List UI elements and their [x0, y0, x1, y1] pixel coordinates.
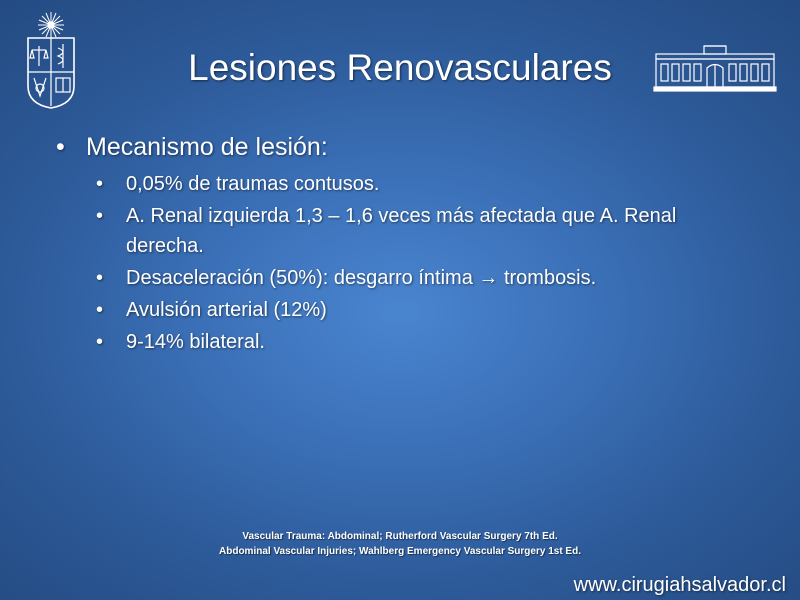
website-url: www.cirugiahsalvador.cl: [573, 574, 786, 596]
sub-bullet: [96, 169, 736, 199]
bullet-point: •: [56, 133, 65, 161]
sub-bullet: [96, 201, 736, 261]
bullet-point: •: [96, 205, 104, 227]
slide-title: Lesiones Renovasculares: [188, 47, 612, 88]
sub-bullet-text: Avulsión arterial (12%): [126, 299, 327, 321]
sub-bullet: [96, 263, 736, 293]
bullet-point: •: [96, 267, 104, 289]
sub-bullet-text: Desaceleración (50%): desgarro íntima → trombosis.: [126, 267, 597, 289]
main-bullet: [56, 130, 756, 164]
university-crest-logo: [22, 8, 80, 110]
sub-bullet-text: 9-14% bilateral.: [126, 331, 265, 353]
sub-bullet: [96, 327, 736, 357]
bullet-point: •: [96, 173, 104, 195]
sub-bullet: [96, 295, 736, 325]
reference-line: Vascular Trauma: Abdominal; Rutherford Vascular Surgery 7th Ed.: [242, 531, 558, 542]
reference-line: Abdominal Vascular Injuries; Wahlberg Emergency Vascular Surgery 1st Ed.: [219, 546, 581, 557]
bullet-point: •: [96, 331, 104, 353]
main-bullet-text: Mecanismo de lesión:: [86, 133, 328, 161]
sub-bullet-text: 0,05% de traumas contusos.: [126, 173, 380, 195]
references: [100, 529, 700, 559]
bullet-point: •: [96, 299, 104, 321]
sub-bullet-text: A. Renal izquierda 1,3 – 1,6 veces más afectada que A. Renal derecha.: [126, 205, 677, 257]
